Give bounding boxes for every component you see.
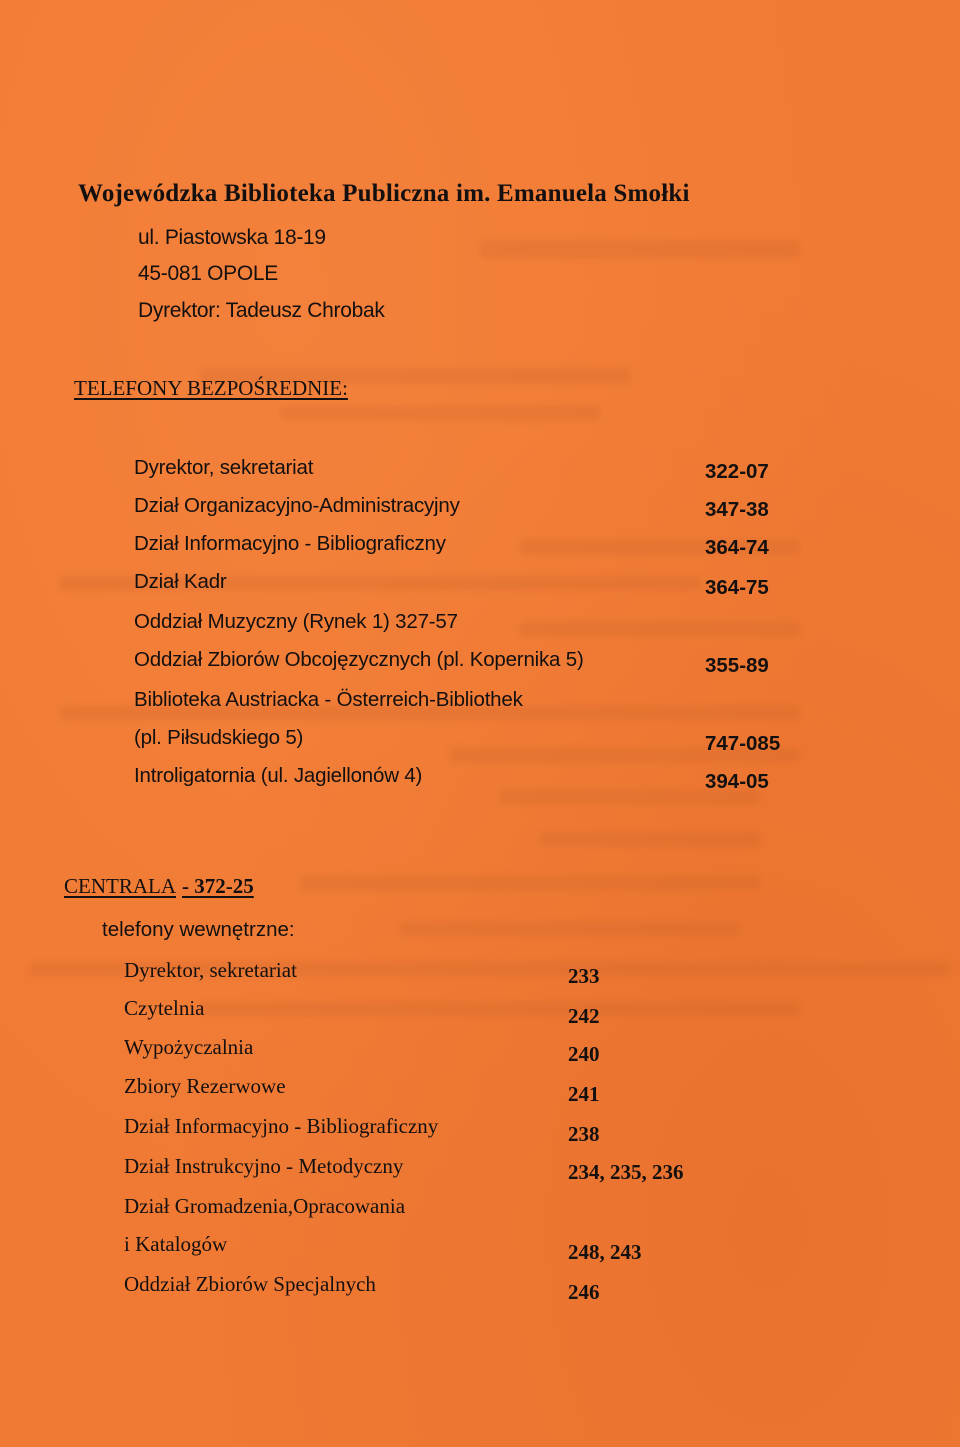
direct-row-label: Introligatornia (ul. Jagiellonów 4): [134, 764, 423, 787]
direct-row-number: 322-07: [705, 460, 769, 483]
direct-row-label: Oddział Zbiorów Obcojęzycznych (pl. Kopernika 5): [134, 648, 584, 671]
extension-row-number: 234, 235, 236: [568, 1160, 684, 1184]
library-name: Wojewódzka Biblioteka Publiczna im. Emanuela Smołki: [78, 180, 690, 207]
extension-row-number: 233: [568, 964, 600, 988]
bleed-through-mark: [400, 922, 740, 936]
direct-row-number: 364-75: [705, 576, 769, 599]
direct-row-label: Dział Organizacyjno-Administracyjny: [134, 494, 460, 517]
direct-row-label: Biblioteka Austriacka - Österreich-Bibliothek: [134, 688, 523, 711]
address-city: 45-081 OPOLE: [138, 262, 278, 285]
direct-row-number: 394-05: [705, 770, 769, 793]
extension-row-label: i Katalogów: [124, 1232, 228, 1256]
direct-row-label: Oddział Muzyczny (Rynek 1) 327-57: [134, 610, 458, 633]
direct-row-number: 747-085: [705, 732, 781, 755]
switchboard-label: CENTRALA: [64, 874, 176, 898]
direct-row-label: Dział Informacyjno - Bibliograficzny: [134, 532, 446, 555]
bleed-through-mark: [280, 406, 600, 420]
extension-row-label: Zbiory Rezerwowe: [124, 1074, 286, 1098]
switchboard-title: [64, 874, 254, 899]
direct-phones-title: TELEFONY BEZPOŚREDNIE:: [74, 376, 348, 400]
extension-row-label: Wypożyczalnia: [124, 1035, 254, 1059]
direct-row-label: Dyrektor, sekretariat: [134, 456, 314, 479]
extension-row-label: Oddział Zbiorów Specjalnych: [124, 1272, 376, 1296]
bleed-through-mark: [480, 240, 800, 258]
extension-row-label: Dział Instrukcyjno - Metodyczny: [124, 1154, 404, 1178]
direct-row-number: 355-89: [705, 654, 769, 677]
director-name: Dyrektor: Tadeusz Chrobak: [138, 299, 385, 322]
extension-row-number: 238: [568, 1122, 600, 1146]
direct-row-number: 364-74: [705, 536, 769, 559]
direct-row-label: (pl. Piłsudskiego 5): [134, 726, 304, 749]
direct-row-number: 347-38: [705, 498, 769, 521]
extension-row-number: 248, 243: [568, 1240, 642, 1264]
extension-row-number: 242: [568, 1004, 600, 1028]
extension-row-label: Dział Informacyjno - Bibliograficzny: [124, 1114, 439, 1138]
extensions-intro: telefony wewnętrzne:: [102, 918, 295, 941]
extension-row-label: Dział Gromadzenia,Opracowania: [124, 1194, 406, 1218]
extension-row-number: 240: [568, 1042, 600, 1066]
extension-row-label: Dyrektor, sekretariat: [124, 958, 297, 982]
bleed-through-mark: [520, 622, 800, 636]
extension-row-label: Czytelnia: [124, 996, 205, 1020]
extension-row-number: 241: [568, 1082, 600, 1106]
extension-row-number: 246: [568, 1280, 600, 1304]
switchboard-number: - 372-25: [182, 874, 254, 898]
bleed-through-mark: [200, 1002, 800, 1016]
direct-row-label: Dział Kadr: [134, 570, 227, 593]
address-street: ul. Piastowska 18-19: [138, 226, 326, 249]
bleed-through-mark: [300, 876, 760, 890]
bleed-through-mark: [540, 832, 760, 846]
